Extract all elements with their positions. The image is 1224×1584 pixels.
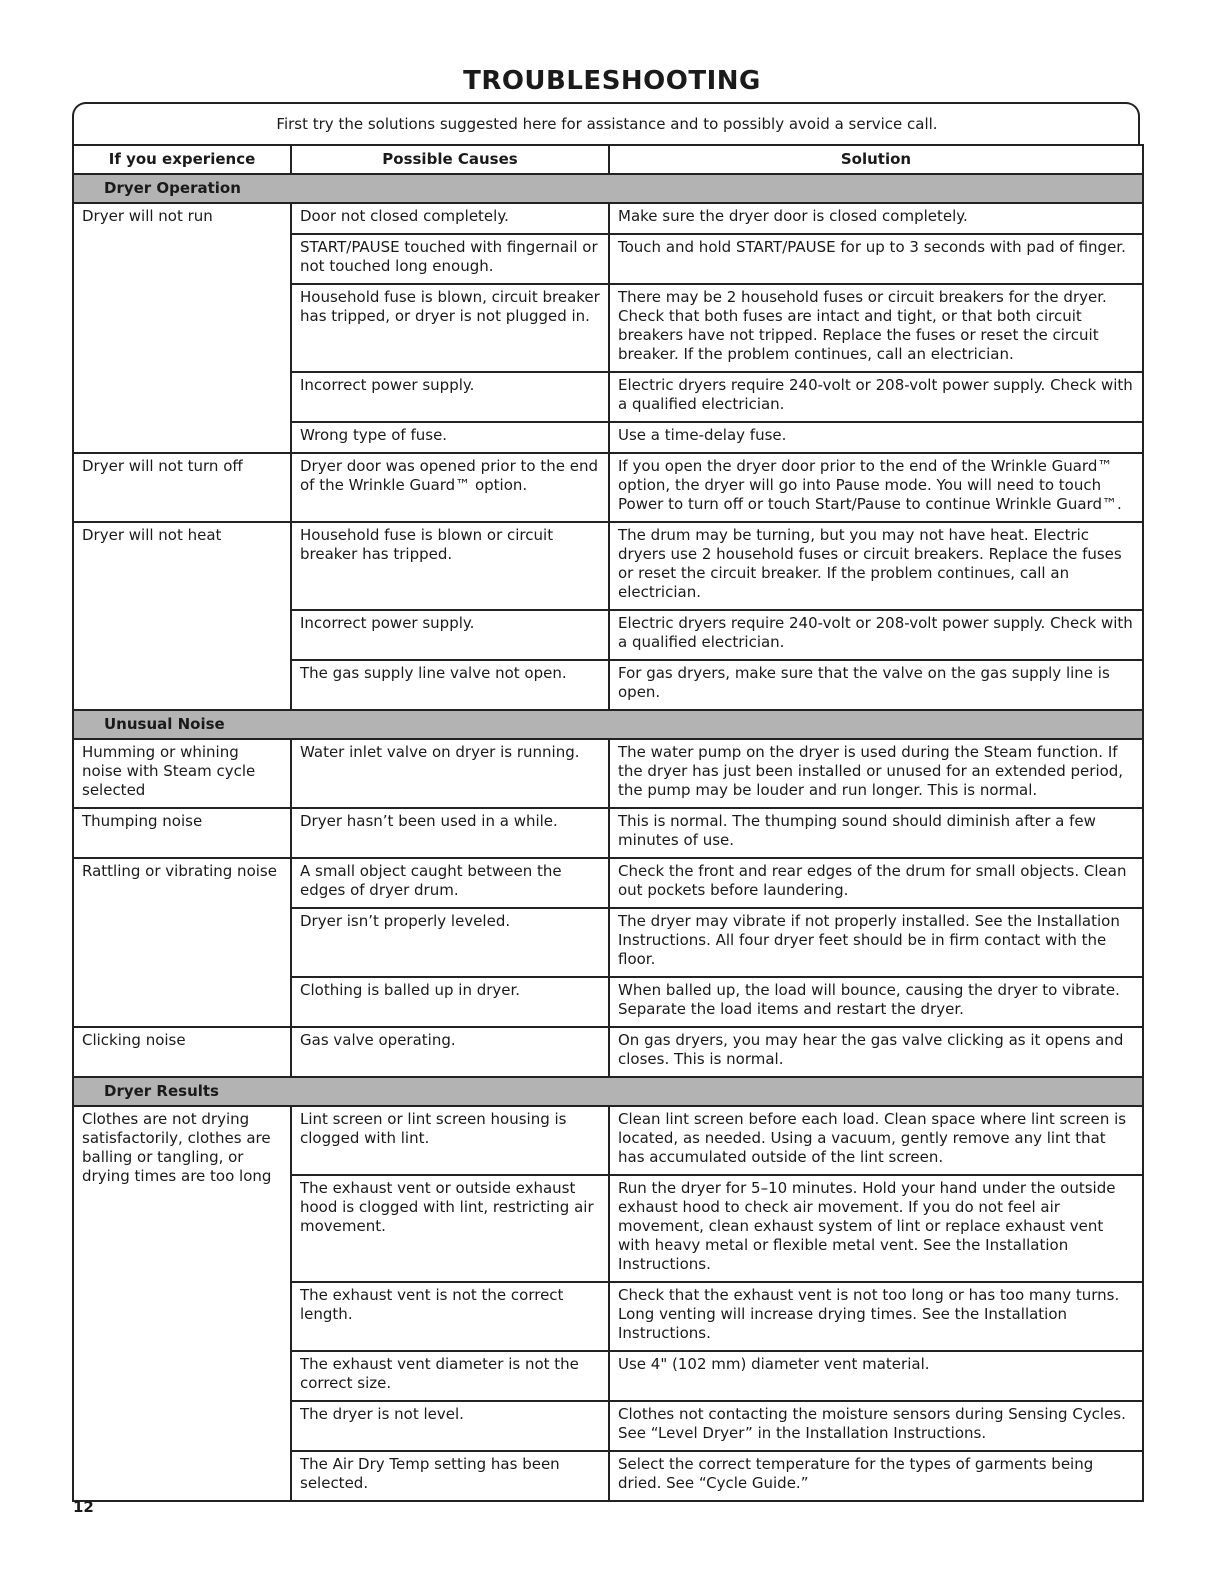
cause-cell: The exhaust vent or outside exhaust hood is clogged with lint, restricting air movement. <box>291 1175 609 1282</box>
header-experience: If you experience <box>73 145 291 174</box>
cause-cell: Gas valve operating. <box>291 1027 609 1077</box>
cause-cell: Incorrect power supply. <box>291 610 609 660</box>
cause-cell: Water inlet valve on dryer is running. <box>291 739 609 808</box>
solution-cell: Use a time-delay fuse. <box>609 422 1143 453</box>
solution-cell: Run the dryer for 5–10 minutes. Hold your hand under the outside exhaust hood to check air movement. If you do not feel air movement, clean exhaust system of lint or replace exhaust vent with heavy metal or flexible metal vent. See the Installation Instructions. <box>609 1175 1143 1282</box>
experience-cell: Humming or whining noise with Steam cycle selected <box>73 739 291 808</box>
cause-cell: Household fuse is blown, circuit breaker has tripped, or dryer is not plugged in. <box>291 284 609 372</box>
table-row <box>73 453 1143 522</box>
section-header <box>73 710 1143 739</box>
header-row <box>73 145 1143 174</box>
experience-cell: Dryer will not heat <box>73 522 291 710</box>
cause-cell: Wrong type of fuse. <box>291 422 609 453</box>
cause-cell: The Air Dry Temp setting has been selected. <box>291 1451 609 1501</box>
cause-cell: Incorrect power supply. <box>291 372 609 422</box>
solution-cell: Check the front and rear edges of the drum for small objects. Clean out pockets before laundering. <box>609 858 1143 908</box>
table-row <box>73 808 1143 858</box>
cause-cell: START/PAUSE touched with fingernail or not touched long enough. <box>291 234 609 284</box>
solution-cell: For gas dryers, make sure that the valve on the gas supply line is open. <box>609 660 1143 710</box>
solution-cell: Make sure the dryer door is closed completely. <box>609 203 1143 234</box>
solution-cell: Clean lint screen before each load. Clean space where lint screen is located, as needed. Using a vacuum, gently remove any lint that has accumulated outside of the lint screen. <box>609 1106 1143 1175</box>
cause-cell: The dryer is not level. <box>291 1401 609 1451</box>
solution-cell: The water pump on the dryer is used during the Steam function. If the dryer has just been installed or unused for an extended period, the pump may be louder and run longer. This is normal. <box>609 739 1143 808</box>
solution-cell: The dryer may vibrate if not properly installed. See the Installation Instructions. All four dryer feet should be in firm contact with the floor. <box>609 908 1143 977</box>
cause-cell: Dryer isn’t properly leveled. <box>291 908 609 977</box>
intro-text: First try the solutions suggested here for assistance and to possibly avoid a service call. <box>276 115 938 133</box>
experience-cell: Rattling or vibrating noise <box>73 858 291 1027</box>
experience-cell: Clicking noise <box>73 1027 291 1077</box>
section-title: Dryer Results <box>73 1077 1143 1106</box>
solution-cell: Electric dryers require 240-volt or 208-volt power supply. Check with a qualified electrician. <box>609 372 1143 422</box>
cause-cell: The exhaust vent diameter is not the correct size. <box>291 1351 609 1401</box>
solution-cell: Touch and hold START/PAUSE for up to 3 seconds with pad of finger. <box>609 234 1143 284</box>
solution-cell: Select the correct temperature for the types of garments being dried. See “Cycle Guide.” <box>609 1451 1143 1501</box>
solution-cell: The drum may be turning, but you may not have heat. Electric dryers use 2 household fuses or circuit breakers. Replace the fuses or reset the circuit breaker. If the problem continues, call an electrician. <box>609 522 1143 610</box>
table-row <box>73 858 1143 908</box>
table-row <box>73 739 1143 808</box>
section-title: Unusual Noise <box>73 710 1143 739</box>
solution-cell: Check that the exhaust vent is not too long or has too many turns. Long venting will increase drying times. See the Installation Instructions. <box>609 1282 1143 1351</box>
cause-cell: A small object caught between the edges of dryer drum. <box>291 858 609 908</box>
solution-cell: If you open the dryer door prior to the end of the Wrinkle Guard™ option, the dryer will go into Pause mode. You will need to touch Power to turn off or touch Start/Pause to continue Wrinkle Guard™. <box>609 453 1143 522</box>
table-row <box>73 1027 1143 1077</box>
table-row <box>73 522 1143 610</box>
solution-cell: There may be 2 household fuses or circuit breakers for the dryer. Check that both fuses are intact and tight, or that both circuit breakers have not tripped. Replace the fuses or reset the circuit breaker. If the problem continues, call an electrician. <box>609 284 1143 372</box>
experience-cell: Dryer will not turn off <box>73 453 291 522</box>
solution-cell: This is normal. The thumping sound should diminish after a few minutes of use. <box>609 808 1143 858</box>
section-header <box>73 174 1143 203</box>
section-header <box>73 1077 1143 1106</box>
cause-cell: Door not closed completely. <box>291 203 609 234</box>
experience-cell: Thumping noise <box>73 808 291 858</box>
table-row <box>73 203 1143 234</box>
cause-cell: Household fuse is blown or circuit breaker has tripped. <box>291 522 609 610</box>
cause-cell: Clothing is balled up in dryer. <box>291 977 609 1027</box>
troubleshooting-table <box>72 144 1144 1502</box>
header-causes: Possible Causes <box>291 145 609 174</box>
table-row <box>73 1106 1143 1175</box>
header-solution: Solution <box>609 145 1143 174</box>
solution-cell: Clothes not contacting the moisture sensors during Sensing Cycles. See “Level Dryer” in the Installation Instructions. <box>609 1401 1143 1451</box>
page-title: TROUBLESHOOTING <box>463 66 761 96</box>
solution-cell: Use 4" (102 mm) diameter vent material. <box>609 1351 1143 1401</box>
cause-cell: The exhaust vent is not the correct length. <box>291 1282 609 1351</box>
page-number: 12 <box>73 1498 94 1516</box>
experience-cell: Clothes are not drying satisfactorily, clothes are balling or tangling, or drying times are too long <box>73 1106 291 1501</box>
section-title: Dryer Operation <box>73 174 1143 203</box>
cause-cell: The gas supply line valve not open. <box>291 660 609 710</box>
cause-cell: Dryer hasn’t been used in a while. <box>291 808 609 858</box>
solution-cell: On gas dryers, you may hear the gas valve clicking as it opens and closes. This is normal. <box>609 1027 1143 1077</box>
solution-cell: When balled up, the load will bounce, causing the dryer to vibrate. Separate the load items and restart the dryer. <box>609 977 1143 1027</box>
cause-cell: Dryer door was opened prior to the end of the Wrinkle Guard™ option. <box>291 453 609 522</box>
solution-cell: Electric dryers require 240-volt or 208-volt power supply. Check with a qualified electrician. <box>609 610 1143 660</box>
cause-cell: Lint screen or lint screen housing is clogged with lint. <box>291 1106 609 1175</box>
experience-cell: Dryer will not run <box>73 203 291 453</box>
